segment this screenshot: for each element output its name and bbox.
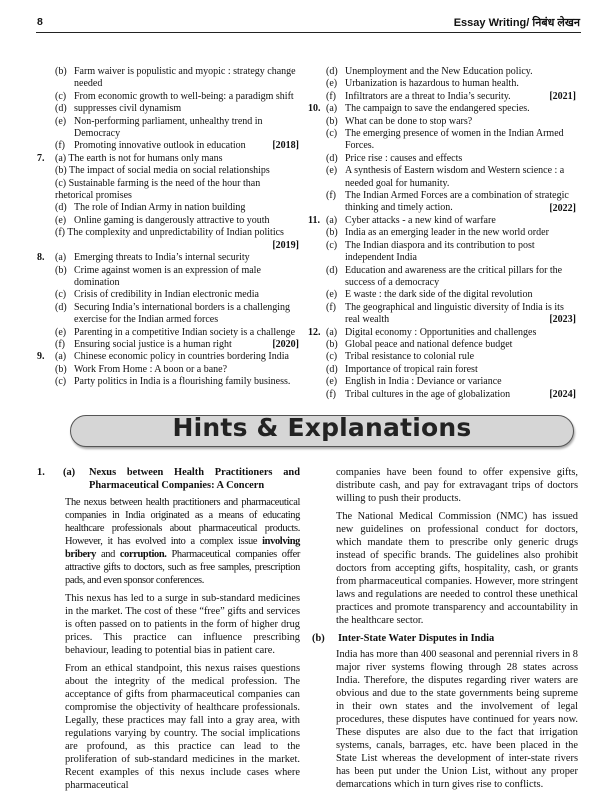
question-item [37,66,299,91]
option-label: (f) [55,338,65,350]
option-label: (e) [326,78,338,90]
paragraph: From an ethical standpoint, this nexus raises questions about the integrity of the medical profession. The acceptance of gifts from pharmaceutical companies can compromise the objectivity of healthcare professionals. Legally, these practices may fall into a gray area, with regulations varying by country. The social implications are profound, as this practice can lead to the proliferation of sub-standard medicines in the market. Recent examples of this nexus include cases where pharmaceutical [65,663,300,791]
question-item [37,165,299,177]
paragraph: companies have been found to offer expensive gifts, distribute cash, and pay for extravagant trips of doctors willing to push their products. [336,467,578,504]
option-label: (d) [326,152,338,164]
hint-sub-label: (a) [63,467,76,478]
question-item [37,215,299,227]
question-text: Work From Home : A boon or a bane? [74,363,228,375]
question-number [308,339,326,351]
question-number [308,364,326,376]
question-number [37,116,55,141]
question-item [308,289,576,301]
question-number [37,91,55,103]
option-label: (b) [55,264,67,276]
question-text: The campaign to save the endangered species. [345,103,530,115]
question-item [308,339,576,351]
question-number [37,227,55,239]
option-label: (e) [55,214,67,226]
question-item [308,116,576,128]
question-item [37,227,299,239]
hint-heading-1b [312,632,578,645]
question-item [37,153,299,165]
question-item [37,265,299,290]
question-item [308,91,576,103]
question-item [308,351,576,363]
question-item [37,327,299,339]
option-label: (e) [55,326,67,338]
hint-title: Inter-State Water Disputes in India [338,633,495,644]
question-number [308,351,326,363]
question-text: English in India : Deviance or variance [345,376,502,388]
question-item [308,376,576,388]
option-label: (f) [326,190,336,202]
question-number [308,78,326,90]
question-item [37,91,299,103]
question-number [37,66,55,91]
hint-number: 1. [37,467,45,478]
question-text: (a) The earth is not for humans only mans [55,152,223,164]
question-text: Crime against women is an expression of male domination [74,264,261,288]
option-label: (c) [55,90,67,102]
question-number [308,128,326,153]
question-item [37,116,299,141]
question-item [308,327,576,339]
running-header-title: Essay Writing/ निबंध लेखन [453,17,580,29]
option-label: (a) [326,326,338,338]
hint-heading-1a [37,466,300,492]
option-label: (b) [326,115,338,127]
question-number [37,202,55,214]
question-item [37,376,299,388]
header-rule [36,32,581,33]
question-number [37,289,55,301]
question-list-left [37,66,299,389]
question-number [308,389,326,401]
question-text: The role of Indian Army in nation building [74,202,246,214]
question-text: The emerging presence of women in the Indian Armed Forces. [345,128,564,152]
question-item [308,364,576,376]
question-number [37,140,55,152]
option-label: (d) [55,103,67,115]
option-label: (e) [55,115,67,127]
question-number: 9. [37,351,45,363]
exam-year: [2022] [549,202,576,214]
question-text: What can be done to stop wars? [345,115,473,127]
question-item [308,302,576,327]
question-number [308,240,326,265]
question-item [308,153,576,165]
paragraph: The nexus between health practitioners and pharmaceutical companies in India originated as a means of educating healthcare professionals about pharmaceutical products. However, it has evolved into a complex issue involving bribery and corruption. Pharmaceutical companies offer attractive gifts to doctors, such as free samples, prescription pads, and even sponsor conferences. [65,497,301,586]
question-number [37,215,55,227]
question-number [308,190,326,215]
paragraph: This nexus has led to a surge in sub-standard medicines in the market. The cost of these “free” gifts and services is often passed on to patients in the form of higher drug prices. This practice can influence prescribing behaviour, leading to potential bias in patient care. [65,593,300,656]
question-item [37,351,299,363]
question-item [308,66,576,78]
question-text: Cyber attacks - a new kind of warfare [345,214,496,226]
option-label: (a) [326,103,338,115]
question-text: Unemployment and the New Education policy. [345,66,533,77]
option-label: (a) [326,214,338,226]
question-item [308,227,576,239]
question-text: Farm waiver is populistic and myopic : strategy change needed [74,66,296,90]
exam-year: [2018] [272,140,299,152]
question-text: Importance of tropical rain forest [345,363,478,375]
question-item [37,364,299,376]
question-number: 7. [37,152,45,164]
option-label: (c) [326,239,338,251]
option-label: (d) [326,363,338,375]
question-number [37,265,55,290]
question-text: Infiltrators are a threat to India’s security. [345,90,511,102]
question-number [37,302,55,327]
question-text: Global peace and national defence budget [345,338,513,350]
question-text: Emerging threats to India’s internal security [74,252,250,264]
option-label: (a) [55,252,67,264]
question-item [37,302,299,327]
question-text: E waste : the dark side of the digital revolution [345,289,533,301]
question-text: Price rise : causes and effects [345,152,463,164]
question-number: 8. [37,252,45,264]
question-number: 12. [308,326,321,338]
question-number [308,265,326,290]
option-label: (d) [326,66,338,77]
question-text: The Indian Armed Forces are a combination of strategic thinking and timely action. [345,190,569,214]
option-label: (d) [55,202,67,214]
hints-column-left [37,466,300,797]
question-number [37,339,55,351]
question-number [308,91,326,103]
question-number [308,66,326,78]
question-text: Chinese economic policy in countries bordering India [74,351,289,363]
question-number: 10. [308,103,321,115]
option-label: (d) [55,301,67,313]
question-number [308,227,326,239]
hints-column-right [312,466,578,796]
question-number [308,302,326,327]
option-label: (b) [55,363,67,375]
question-item [37,103,299,115]
question-item [308,165,576,190]
option-label: (f) [326,301,336,313]
question-item [37,339,299,351]
option-label: (c) [55,289,67,301]
page-number: 8 [37,16,43,28]
question-text: Ensuring social justice is a human right [74,338,232,350]
option-label: (f) [326,90,336,102]
option-label: (b) [326,338,338,350]
question-number: 11. [308,214,320,226]
question-text: The geographical and linguistic diversity of India is its real wealth [345,301,564,326]
question-text: Online gaming is dangerously attractive to youth [74,214,270,226]
option-label: (c) [55,376,67,388]
paragraph: India has more than 400 seasonal and perennial rivers in 8 major river systems flowing through 28 states across India. Therefore, the disputes regarding river waters are obvious and due to the state governments being supreme in their own states and the involvement of legal procedures, these disputes have continued for years now. These disputes are also due to the fact that irrigation systems, canals, barrages, etc. have been placed in the State List whereas the development of inter-state rivers has been put under the Union List, without any proper demarcations which in turn gives rise to conflicts. [336,649,578,790]
option-label: (b) [326,227,338,239]
question-text: Education and awareness are the critical pillars for the success of a democracy [345,264,563,288]
question-text: India as an emerging leader in the new world order [345,227,549,239]
question-item [308,103,576,115]
question-number [37,364,55,376]
question-item [308,240,576,265]
question-text: Crisis of credibility in Indian electronic media [74,289,259,301]
question-item [37,140,299,152]
hint-title: Nexus between Health Practitioners and Pharmaceutical Companies: A Concern [89,467,300,491]
question-text: Securing India’s international borders is a challenging exercise for the Indian armed forces [74,301,291,326]
question-item [37,202,299,214]
question-item [37,252,299,264]
option-label: (f) [55,140,65,152]
question-text: Promoting innovative outlook in education [74,140,246,152]
option-label: (d) [326,264,338,276]
question-text: suppresses civil dynamism [74,103,182,115]
option-label: (a) [55,351,67,363]
question-item [308,128,576,153]
question-item [308,78,576,90]
option-label: (e) [326,165,338,177]
exam-year: [2019] [272,239,299,251]
question-text: Party politics in India is a flourishing family business. [74,376,291,388]
question-number [308,376,326,388]
hint-sub-label: (b) [312,633,325,644]
question-text: Urbanization is hazardous to human health. [345,78,519,90]
section-banner-title: Hints & Explanations [172,413,472,442]
question-number [37,327,55,339]
question-text: The Indian diaspora and its contribution to post independent India [345,239,535,264]
exam-year: [2020] [272,338,299,350]
question-item [308,265,576,290]
question-text: Parenting in a competitive Indian society is a challenge [74,326,296,338]
question-text: (c) Sustainable farming is the need of the hour than rhetorical promises [55,177,261,202]
paragraph: The National Medical Commission (NMC) has issued new guidelines on professional conduct for doctors, which mandate them to prescribe only generic drugs instead of specific brands. The guidelines also prohibit doctors from accepting gifts, hospitality, cash, or grants from pharmaceutical companies. However, more stringent laws and regulations are needed to control these unethical practices and promote transparency and accountability in the healthcare sector. [336,511,578,626]
question-text: Tribal cultures in the age of globalization [345,388,511,400]
question-item [37,289,299,301]
option-label: (c) [326,128,338,140]
question-list-right [308,66,576,401]
question-item [308,389,576,401]
exam-year: [2024] [549,388,576,400]
question-item [37,178,299,203]
question-text: (f) The complexity and unpredictability of Indian politics [55,227,284,239]
exam-year: [2023] [549,314,576,326]
question-item [308,190,576,215]
option-label: (f) [326,388,336,400]
question-text: From economic growth to well-being: a paradigm shift [74,90,294,102]
option-label: (b) [55,66,67,77]
question-number [37,376,55,388]
question-text: Digital economy : Opportunities and challenges [345,326,537,338]
question-number [37,103,55,115]
question-text: A synthesis of Eastern wisdom and Western science : a needed goal for humanity. [345,165,565,189]
question-number [308,116,326,128]
option-label: (e) [326,376,338,388]
exam-year: [2021] [549,90,576,102]
question-number [308,289,326,301]
option-label: (e) [326,289,338,301]
question-number [308,165,326,190]
question-item [308,215,576,227]
question-number [37,178,55,203]
question-text: (b) The impact of social media on social relationships [55,165,270,177]
question-number [308,153,326,165]
question-text: Tribal resistance to colonial rule [345,351,475,363]
question-number [37,165,55,177]
question-text: Non-performing parliament, unhealthy trend in Democracy [74,115,263,140]
option-label: (c) [326,351,338,363]
